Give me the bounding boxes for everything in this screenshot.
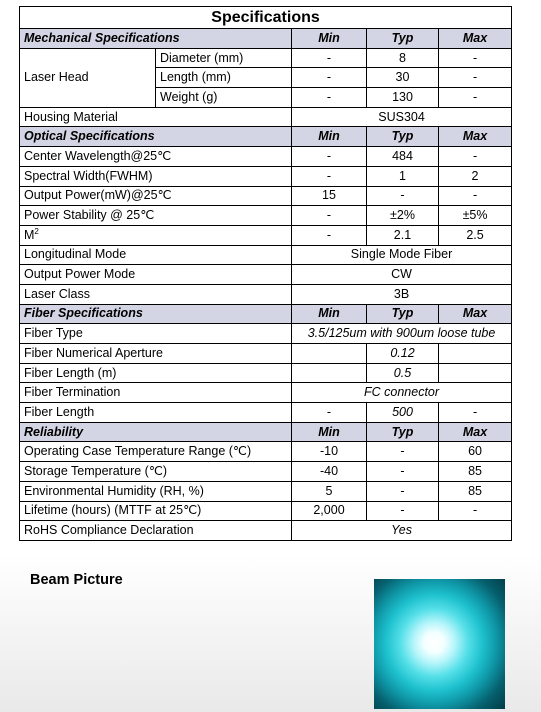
header-max: Max: [439, 422, 512, 442]
row-label: Fiber Type: [20, 324, 292, 344]
header-max: Max: [439, 29, 512, 49]
row-label: Environmental Humidity (RH, %): [20, 481, 292, 501]
m2-base: M: [24, 227, 35, 242]
table-row: [20, 501, 512, 521]
cell-max: ±5%: [439, 206, 512, 226]
header-typ: Typ: [367, 127, 439, 147]
header-min: Min: [292, 304, 367, 324]
header-typ: Typ: [367, 422, 439, 442]
table-row: [20, 107, 512, 127]
cell-max: 60: [439, 442, 512, 462]
table-row: [20, 324, 512, 344]
cell-typ: 2.1: [367, 225, 439, 245]
section-title: Optical Specifications: [20, 127, 292, 147]
row-label: Operating Case Temperature Range (℃): [20, 442, 292, 462]
cell-typ: -: [367, 186, 439, 206]
table-row: [20, 403, 512, 423]
cell-min: -: [292, 68, 367, 88]
cell-min: -: [292, 48, 367, 68]
header-min: Min: [292, 127, 367, 147]
row-label: Weight (g): [156, 88, 292, 108]
row-label: Fiber Length: [20, 403, 292, 423]
cell-min: -: [292, 147, 367, 167]
cell-max: 2.5: [439, 225, 512, 245]
cell-typ: 0.12: [367, 344, 439, 364]
cell-typ: 30: [367, 68, 439, 88]
row-label: Fiber Termination: [20, 383, 292, 403]
table-row: [20, 344, 512, 364]
row-label: Fiber Length (m): [20, 363, 292, 383]
cell-typ: 484: [367, 147, 439, 167]
cell-max: [439, 363, 512, 383]
cell-typ: -: [367, 481, 439, 501]
cell-value: 3.5/125um with 900um loose tube: [292, 324, 512, 344]
header-min: Min: [292, 29, 367, 49]
cell-typ: ±2%: [367, 206, 439, 226]
table-row: [20, 186, 512, 206]
row-label: Storage Temperature (℃): [20, 462, 292, 482]
row-label: RoHS Compliance Declaration: [20, 521, 292, 541]
table-row: [20, 521, 512, 541]
cell-min: -10: [292, 442, 367, 462]
cell-min: -: [292, 225, 367, 245]
row-label: Output Power(mW)@25℃: [20, 186, 292, 206]
table-row: [20, 48, 512, 68]
section-title: Fiber Specifications: [20, 304, 292, 324]
beam-picture-image: [374, 579, 505, 709]
section-header-reliability: [20, 422, 512, 442]
cell-typ: -: [367, 501, 439, 521]
table-row: [20, 284, 512, 304]
table-row: [20, 481, 512, 501]
table-row: [20, 225, 512, 245]
row-label: Longitudinal Mode: [20, 245, 292, 265]
header-typ: Typ: [367, 29, 439, 49]
table-row: [20, 206, 512, 226]
cell-max: -: [439, 88, 512, 108]
cell-max: 85: [439, 481, 512, 501]
laser-head-label: Laser Head: [20, 48, 156, 107]
table-row: [20, 383, 512, 403]
table-title-row: [20, 7, 512, 29]
table-title: Specifications: [20, 7, 512, 29]
row-label: Fiber Numerical Aperture: [20, 344, 292, 364]
cell-max: -: [439, 48, 512, 68]
cell-value: CW: [292, 265, 512, 285]
cell-typ: 0.5: [367, 363, 439, 383]
cell-max: -: [439, 147, 512, 167]
cell-min: -: [292, 166, 367, 186]
cell-typ: -: [367, 442, 439, 462]
row-label: Power Stability @ 25℃: [20, 206, 292, 226]
cell-min: -: [292, 403, 367, 423]
cell-min: -: [292, 88, 367, 108]
row-label: Center Wavelength@25℃: [20, 147, 292, 167]
row-label: Diameter (mm): [156, 48, 292, 68]
cell-value: 3B: [292, 284, 512, 304]
cell-max: -: [439, 501, 512, 521]
cell-max: -: [439, 68, 512, 88]
table-row: [20, 147, 512, 167]
row-label-m2: [20, 225, 292, 245]
row-label: Lifetime (hours) (MTTF at 25℃): [20, 501, 292, 521]
table-row: [20, 245, 512, 265]
cell-value: SUS304: [292, 107, 512, 127]
cell-value: Single Mode Fiber: [292, 245, 512, 265]
section-header-fiber: [20, 304, 512, 324]
cell-typ: -: [367, 462, 439, 482]
beam-picture-title: Beam Picture: [30, 572, 123, 588]
cell-max: 85: [439, 462, 512, 482]
section-header-optical: [20, 127, 512, 147]
cell-max: [439, 344, 512, 364]
cell-min: -40: [292, 462, 367, 482]
section-header-mechanical: [20, 29, 512, 49]
cell-min: [292, 363, 367, 383]
header-typ: Typ: [367, 304, 439, 324]
cell-value: FC connector: [292, 383, 512, 403]
table-row: [20, 462, 512, 482]
m2-superscript: 2: [34, 226, 39, 236]
cell-min: 15: [292, 186, 367, 206]
section-title: Reliability: [20, 422, 292, 442]
cell-typ: 130: [367, 88, 439, 108]
row-label: Housing Material: [20, 107, 292, 127]
cell-min: 5: [292, 481, 367, 501]
header-max: Max: [439, 304, 512, 324]
cell-typ: 8: [367, 48, 439, 68]
header-max: Max: [439, 127, 512, 147]
row-label: Output Power Mode: [20, 265, 292, 285]
cell-typ: 1: [367, 166, 439, 186]
row-label: Length (mm): [156, 68, 292, 88]
table-row: [20, 363, 512, 383]
cell-min: [292, 344, 367, 364]
row-label: Laser Class: [20, 284, 292, 304]
cell-min: 2,000: [292, 501, 367, 521]
row-label: Spectral Width(FWHM): [20, 166, 292, 186]
table-row: [20, 442, 512, 462]
table-row: [20, 265, 512, 285]
cell-min: -: [292, 206, 367, 226]
cell-value: Yes: [292, 521, 512, 541]
section-title: Mechanical Specifications: [20, 29, 292, 49]
cell-max: 2: [439, 166, 512, 186]
table-row: [20, 166, 512, 186]
cell-max: -: [439, 403, 512, 423]
cell-typ: 500: [367, 403, 439, 423]
specifications-table: [19, 6, 512, 541]
header-min: Min: [292, 422, 367, 442]
cell-max: -: [439, 186, 512, 206]
